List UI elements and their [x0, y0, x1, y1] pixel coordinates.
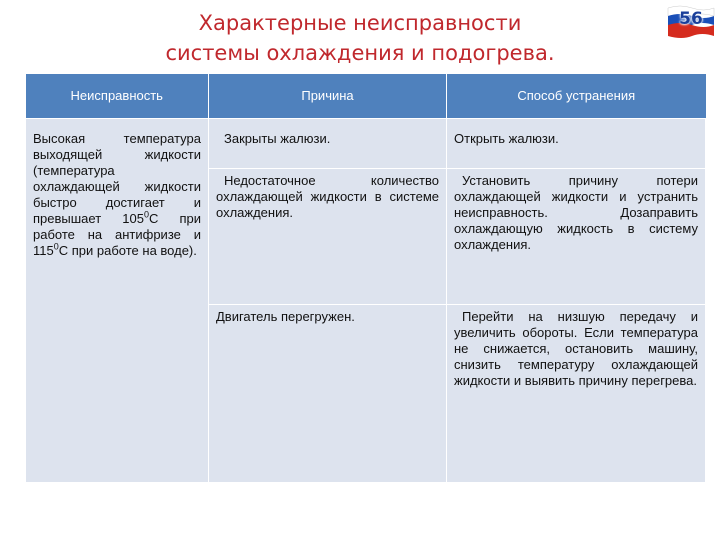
- cause-cell: Недостаточное количество охлаждающей жидкости в системе охлаждения.: [209, 169, 447, 305]
- degree-mark: 0: [143, 209, 149, 220]
- fault-cell: [26, 119, 209, 483]
- slide-number: 56: [679, 9, 703, 29]
- fault-text-3: С при работе на воде).: [58, 243, 197, 258]
- fix-cell: Открыть жалюзи.: [447, 119, 706, 169]
- table-row: [26, 119, 706, 169]
- cause-cell: Закрыты жалюзи.: [209, 119, 447, 169]
- fix-cell: Установить причину потери охлаждающей жидкости и устранить неисправность. Дозаправить охлаждающую жидкость в систему охлаждения.: [447, 169, 706, 305]
- fault-text-2: С при работе на антифризе и 115: [33, 211, 202, 258]
- fix-cell: Перейти на низшую передачу и увеличить обороты. Если температура не снижается, остановить машину, снизить температуру охлаждающей жидкости и выявить причину перегрева.: [447, 305, 706, 483]
- table-header-row: [26, 74, 706, 119]
- header-fault: Неисправность: [26, 74, 209, 119]
- page-title: [0, 8, 720, 68]
- header-cause: Причина: [209, 74, 447, 119]
- slide-number-badge: [666, 4, 716, 40]
- title-line-2: системы охлаждения и подогрева.: [165, 41, 555, 65]
- fault-text-1: Высокая температура выходящей жидкости (температура охлаждающей жидкости быстро достигает и превышает 105: [33, 131, 201, 226]
- degree-mark: 0: [53, 241, 59, 252]
- cause-cell: Двигатель перегружен.: [209, 305, 447, 483]
- title-line-1: Характерные неисправности: [198, 11, 522, 35]
- malfunctions-table: [25, 74, 706, 483]
- header-fix: Способ устранения: [447, 74, 706, 119]
